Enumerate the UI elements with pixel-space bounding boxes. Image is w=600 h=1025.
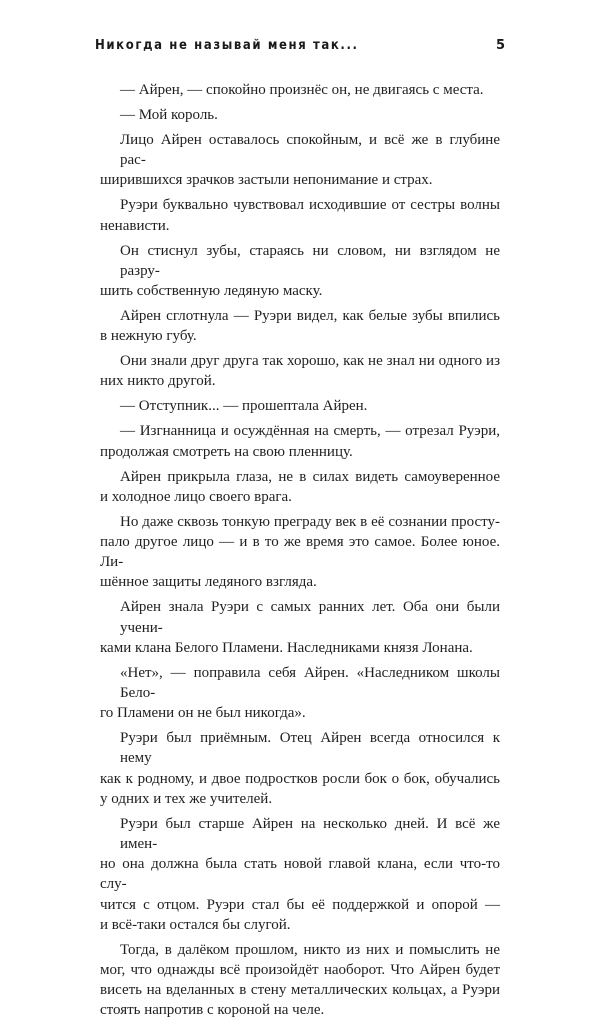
text-line: «Нет», — поправила себя Айрен. «Наследником школы Бело- bbox=[120, 664, 500, 702]
paragraph bbox=[100, 814, 500, 935]
text-line: и всё-таки остался бы слугой. bbox=[100, 916, 291, 933]
paragraph bbox=[100, 241, 500, 302]
text-line: в нежную губу. bbox=[100, 328, 197, 345]
text-line: Лицо Айрен оставалось спокойным, и всё же в глубине рас- bbox=[120, 132, 500, 169]
text-line: и холодное лицо своего врага. bbox=[100, 488, 292, 505]
paragraph bbox=[100, 306, 500, 346]
text-line: Тогда, в далёком прошлом, никто из них и помыслить не bbox=[120, 941, 500, 958]
text-line: Руэри был приёмным. Отец Айрен всегда относился к нему bbox=[120, 730, 500, 767]
text-line: Айрен сглотнула — Руэри видел, как белые зубы впились bbox=[120, 308, 500, 325]
paragraph bbox=[100, 351, 500, 391]
paragraph bbox=[100, 728, 500, 809]
text-line: Руэри буквально чувствовал исходившие от сестры волны bbox=[120, 197, 500, 214]
text-line: ненависти. bbox=[100, 217, 170, 234]
text-line: Но даже сквозь тонкую преграду век в её сознании просту- bbox=[120, 513, 500, 530]
text-line: как к родному, и двое подростков росли бок о бок, обучались bbox=[100, 770, 500, 787]
text-line: Он стиснул зубы, стараясь ни словом, ни взглядом не разру- bbox=[120, 242, 500, 279]
text-line: но она должна была стать новой главой клана, если что-то слу- bbox=[100, 856, 500, 893]
text-line: — Изгнанница и осуждённая на смерть, — отрезал Руэри, bbox=[120, 423, 500, 440]
text-line: чится с отцом. Руэри стал бы её поддержкой и опорой — bbox=[100, 896, 500, 913]
paragraph bbox=[100, 512, 500, 593]
text-line: — Мой король. bbox=[120, 107, 218, 123]
text-line: пало другое лицо — и в то же время это самое. Более юное. Ли- bbox=[100, 534, 500, 571]
text-line: — Отступник... — прошептала Айрен. bbox=[120, 398, 368, 415]
paragraph bbox=[100, 467, 500, 507]
text-line: Айрен прикрыла глаза, не в силах видеть самоуверенное bbox=[120, 468, 500, 485]
text-line: Айрен знала Руэри с самых ранних лет. Оба они были учени- bbox=[120, 599, 500, 636]
page-number: 5 bbox=[495, 38, 505, 53]
text-line: мог, что однажды всё произойдёт наоборот. Что Айрен будет bbox=[100, 962, 500, 979]
text-line: ками клана Белого Пламени. Наследниками князя Лонана. bbox=[100, 639, 473, 656]
text-line: них никто другой. bbox=[100, 373, 216, 390]
text-line: ширившихся зрачков застыли непонимание и страх. bbox=[100, 172, 433, 189]
text-line: Они знали друг друга так хорошо, как не знал ни одного из bbox=[120, 353, 500, 370]
text-line: шить собственную ледяную маску. bbox=[100, 283, 323, 300]
text-line: продолжая смотреть на свою пленницу. bbox=[100, 443, 353, 460]
paragraph bbox=[100, 597, 500, 658]
paragraph bbox=[100, 940, 500, 1021]
text-line: го Пламени он не был никогда». bbox=[100, 705, 306, 722]
running-head-title: Никогда не называй меня так... bbox=[95, 38, 359, 53]
text-line: — Айрен, — спокойно произнёс он, не двигаясь с места. bbox=[120, 82, 484, 98]
paragraph bbox=[100, 195, 500, 235]
paragraph bbox=[100, 80, 500, 100]
paragraph bbox=[100, 421, 500, 461]
text-line: стоять напротив с короной на челе. bbox=[100, 1002, 325, 1019]
paragraph bbox=[100, 105, 500, 125]
text-line: висеть на вделанных в стену металлических кольцах, а Руэри bbox=[100, 982, 500, 999]
text-line: Руэри был старше Айрен на несколько дней. И всё же имен- bbox=[120, 815, 500, 853]
text-line: у одних и тех же учителей. bbox=[100, 790, 273, 807]
paragraph bbox=[100, 396, 500, 416]
paragraph bbox=[100, 663, 500, 724]
paragraph bbox=[100, 130, 500, 191]
body-text bbox=[100, 80, 500, 1025]
text-line: шённое защиты ледяного взгляда. bbox=[100, 574, 317, 591]
